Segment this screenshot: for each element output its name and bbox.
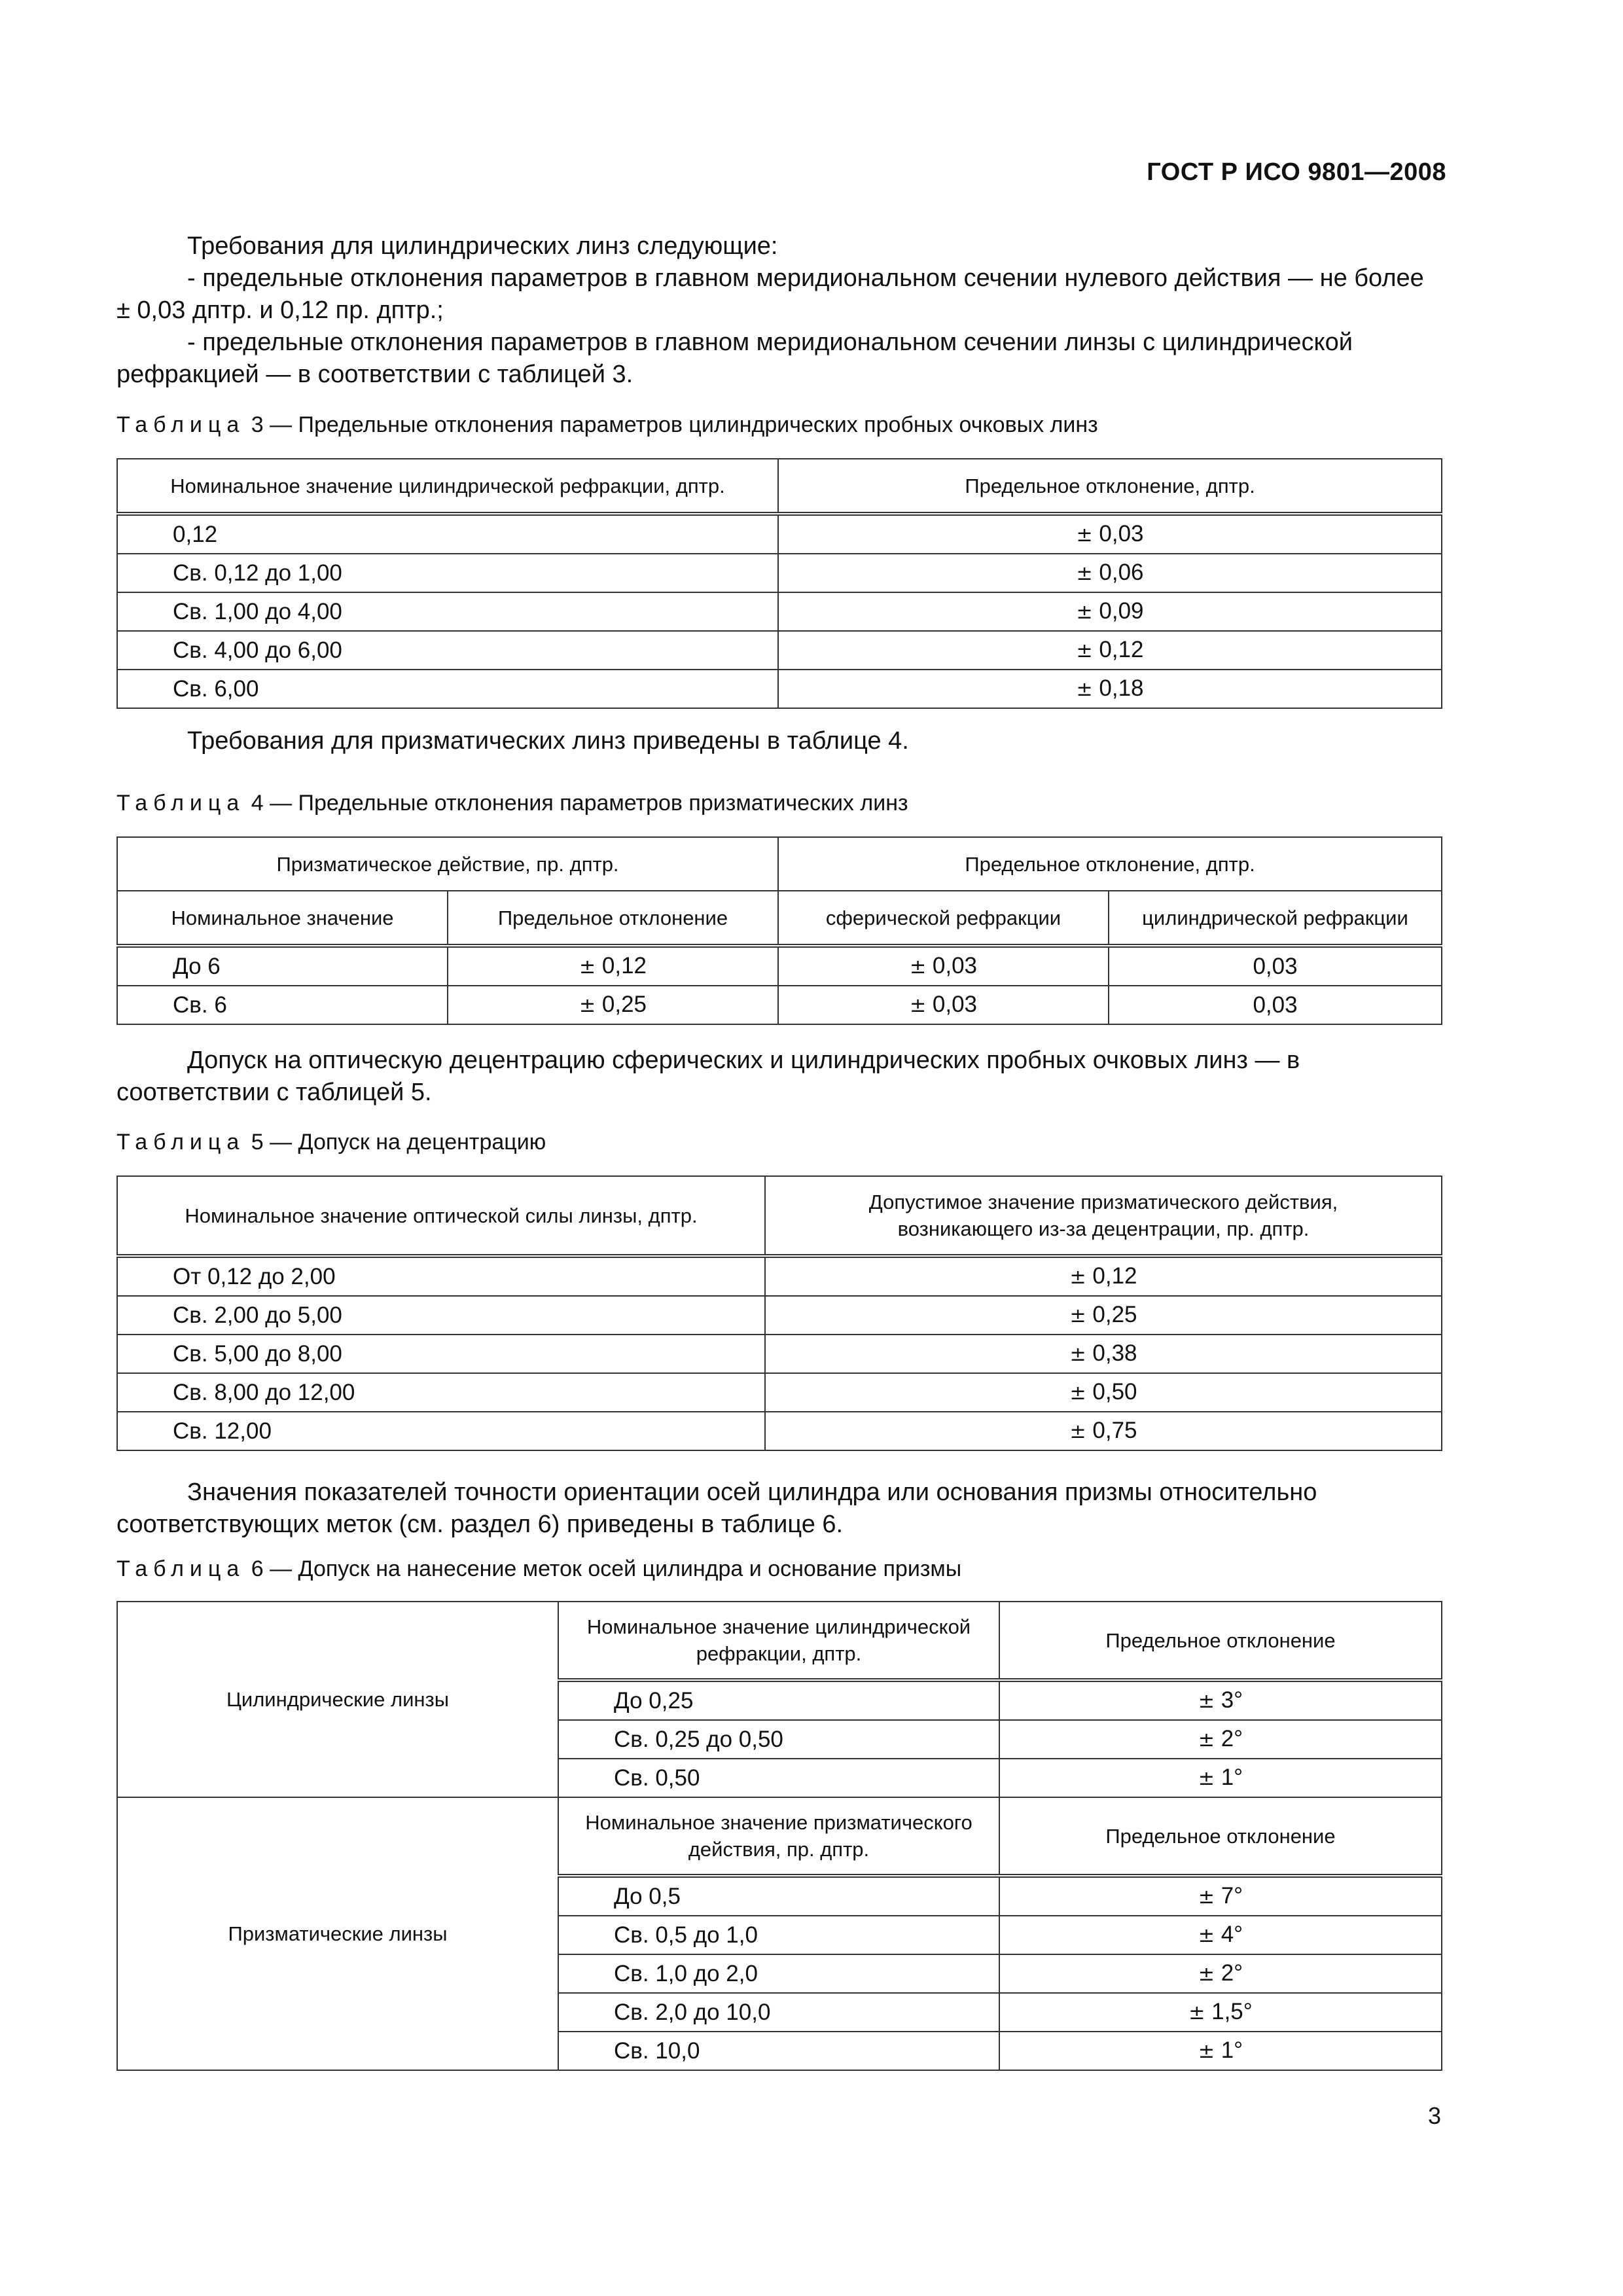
table-cell: Св. 12,00 [117, 1412, 765, 1450]
plus-minus-sign: ± [1198, 1729, 1215, 1751]
table-cell: 0,12 [1092, 1263, 1137, 1289]
table-cell: Св. 1,00 до 4,00 [117, 592, 778, 631]
table-4-caption [116, 791, 908, 816]
intro-paragraph [116, 230, 1441, 391]
page-number: 3 [1427, 2102, 1441, 2129]
table-4-caption-text: 4 — Предельные отклонения параметров призматических линз [245, 791, 908, 816]
table-6-header-cyl-nominal: Номинальное значение цилиндрической рефракции, дптр. [558, 1602, 999, 1680]
plus-minus-sign: ± [1069, 1420, 1086, 1443]
table-4-group-header-prism: Призматическое действие, пр. дптр. [117, 837, 778, 891]
table-row [117, 1412, 1442, 1450]
table-cell: 0,18 [1099, 675, 1144, 701]
table-cell: Св. 1,0 до 2,0 [558, 1954, 999, 1993]
table-3-label: Таблица [116, 412, 245, 437]
document-code: ГОСТ Р ИСО 9801—2008 [1147, 158, 1446, 186]
plus-minus-sign: ± [1198, 1767, 1215, 1790]
table-cell: 2° [1221, 1960, 1243, 1986]
table-row [117, 592, 1442, 631]
table-cell: 0,38 [1092, 1340, 1137, 1366]
table-3-caption-text: 3 — Предельные отклонения параметров цилиндрических пробных очковых линз [245, 412, 1098, 437]
table-cell: Св. 0,50 [558, 1759, 999, 1797]
intro-item-2: - предельные отклонения параметров в главном меридиональном сечении линзы с цилиндрической рефракцией — в соответствии с таблицей 3. [116, 329, 1353, 388]
table-cell: Св. 6 [117, 986, 448, 1024]
table-row [117, 1256, 1442, 1296]
table-cell: До 0,5 [558, 1876, 999, 1916]
table-cell: Св. 0,5 до 1,0 [558, 1916, 999, 1954]
table-cell: 1° [1221, 2037, 1243, 2063]
plus-minus-sign: ± [579, 994, 596, 1017]
table-4-header-spherical: сферической рефракции [778, 891, 1109, 946]
plus-minus-sign: ± [1069, 1382, 1086, 1405]
intro-item-1: - предельные отклонения параметров в главном меридиональном сечении нулевого действия — не более ± 0,03 дптр. и 0,12 пр. дптр.; [116, 264, 1424, 324]
table-row [117, 1373, 1442, 1412]
table-row [117, 554, 1442, 592]
table-cell: 0,03 [1109, 986, 1442, 1024]
plus-minus-sign: ± [1076, 524, 1093, 547]
table-5-label: Таблица [116, 1130, 245, 1155]
table-3-caption [116, 412, 1098, 438]
table-row [117, 946, 1442, 986]
table-cell: Св. 8,00 до 12,00 [117, 1373, 765, 1412]
table-6-group-cylindrical: Цилиндрические линзы [117, 1602, 558, 1797]
table-cell: 3° [1221, 1687, 1243, 1713]
table-3-header-deviation: Предельное отклонение, дптр. [778, 459, 1442, 514]
plus-minus-sign: ± [1069, 1266, 1086, 1289]
plus-minus-sign: ± [1076, 678, 1093, 701]
plus-minus-sign: ± [1076, 601, 1093, 624]
table-cell: 0,75 [1092, 1418, 1137, 1443]
table-cell: 0,12 [601, 953, 647, 978]
table-cell: 1° [1221, 1765, 1243, 1790]
table-5-caption [116, 1130, 546, 1155]
table-cell: 0,12 [117, 514, 778, 554]
plus-minus-sign: ± [1198, 1963, 1215, 1986]
plus-minus-sign: ± [1198, 1886, 1215, 1909]
table-cell: Св. 6,00 [117, 670, 778, 708]
table-row [117, 631, 1442, 670]
table-cell: 7° [1221, 1883, 1243, 1909]
table-cell: 1,5° [1211, 1999, 1253, 2024]
plus-minus-sign: ± [1198, 1690, 1215, 1713]
table-5-header-nominal: Номинальное значение оптической силы линзы, дптр. [117, 1176, 765, 1256]
table-cell: 0,03 [1099, 521, 1144, 547]
plus-minus-sign: ± [1198, 2040, 1215, 2063]
plus-minus-sign: ± [1069, 1304, 1086, 1327]
table-6-header-prism-deviation: Предельное отклонение [999, 1797, 1442, 1876]
table-cell: От 0,12 до 2,00 [117, 1256, 765, 1296]
table-3 [116, 458, 1442, 709]
table-cell: Св. 2,00 до 5,00 [117, 1296, 765, 1335]
table-6 [116, 1601, 1442, 2071]
table-cell: 0,03 [1109, 946, 1442, 986]
plus-minus-sign: ± [1188, 2001, 1205, 2024]
plus-minus-sign: ± [1069, 1343, 1086, 1366]
table-cell: 4° [1221, 1922, 1243, 1947]
plus-minus-sign: ± [1076, 562, 1093, 585]
table-cell: Св. 10,0 [558, 2032, 999, 2070]
table-cell: Св. 0,12 до 1,00 [117, 554, 778, 592]
table-row [117, 514, 1442, 554]
plus-minus-sign: ± [1076, 639, 1093, 662]
table-6-caption [116, 1556, 961, 1582]
table-cell: Св. 2,0 до 10,0 [558, 1993, 999, 2032]
table-cell: 0,50 [1092, 1379, 1137, 1405]
table-cell: До 6 [117, 946, 448, 986]
plus-minus-sign: ± [579, 956, 596, 978]
intro-line: Требования для цилиндрических линз следующие: [187, 232, 778, 260]
axes-paragraph: Значения показателей точности ориентации осей цилиндра или основания призмы относительно соответствующих меток (см. раздел 6) приведены в таблице 6. [116, 1479, 1317, 1538]
table-row [117, 1296, 1442, 1335]
table-6-header-cyl-deviation: Предельное отклонение [999, 1602, 1442, 1680]
decentration-paragraph: Допуск на оптическую децентрацию сферических и цилиндрических пробных очковых линз — в соответствии с таблицей 5. [116, 1047, 1300, 1106]
table-cell: Св. 4,00 до 6,00 [117, 631, 778, 670]
table-cell: 0,09 [1099, 598, 1144, 624]
table-4-label: Таблица [116, 791, 245, 816]
table-cell: До 0,25 [558, 1680, 999, 1720]
table-cell: 0,03 [932, 992, 977, 1017]
table-6-label: Таблица [116, 1556, 245, 1581]
table-5-header-allowed: Допустимое значение призматического действия, возникающего из-за децентрации, пр. дптр. [765, 1176, 1442, 1256]
table-5 [116, 1175, 1442, 1451]
table-3-header-nominal: Номинальное значение цилиндрической рефракции, дптр. [117, 459, 778, 514]
table-row [117, 986, 1442, 1024]
table-6-group-prismatic: Призматические линзы [117, 1797, 558, 2070]
table-cell: 0,25 [601, 992, 647, 1017]
table-4-header-deviation: Предельное отклонение [448, 891, 778, 946]
table-cell: 0,03 [932, 953, 977, 978]
table-4 [116, 836, 1442, 1025]
table-cell: 2° [1221, 1726, 1243, 1751]
table-cell: Св. 5,00 до 8,00 [117, 1335, 765, 1373]
table-cell: 0,25 [1092, 1302, 1137, 1327]
table-4-group-header-deviation: Предельное отклонение, дптр. [778, 837, 1442, 891]
table-cell: Св. 0,25 до 0,50 [558, 1720, 999, 1759]
prism-paragraph: Требования для призматических линз приведены в таблице 4. [187, 727, 909, 755]
table-6-caption-text: 6 — Допуск на нанесение меток осей цилиндра и основание призмы [245, 1556, 962, 1581]
table-4-header-nominal: Номинальное значение [117, 891, 448, 946]
table-cell: 0,12 [1099, 637, 1144, 662]
table-row [117, 670, 1442, 708]
plus-minus-sign: ± [1198, 1924, 1215, 1947]
plus-minus-sign: ± [910, 994, 927, 1017]
table-row [117, 1335, 1442, 1373]
table-6-header-prism-nominal: Номинальное значение призматического действия, пр. дптр. [558, 1797, 999, 1876]
plus-minus-sign: ± [910, 956, 927, 978]
table-cell: 0,06 [1099, 560, 1144, 585]
table-5-caption-text: 5 — Допуск на децентрацию [245, 1130, 546, 1155]
table-4-header-cylindrical: цилиндрической рефракции [1109, 891, 1442, 946]
